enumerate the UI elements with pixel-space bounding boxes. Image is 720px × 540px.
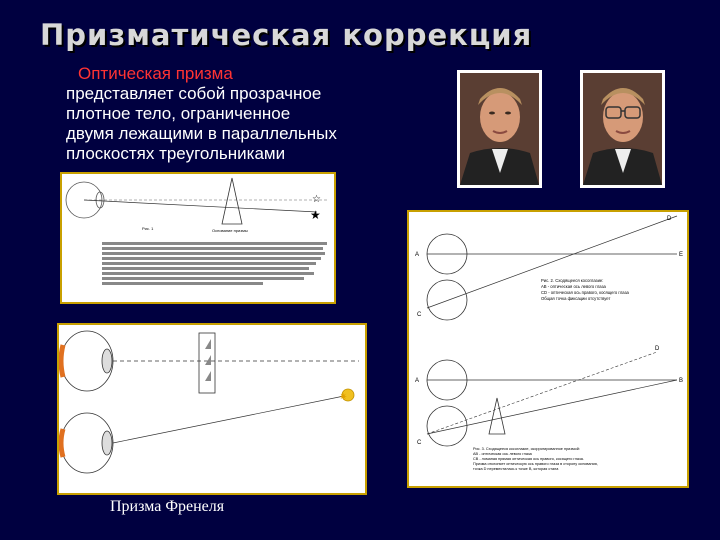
label-a: A <box>415 252 420 258</box>
diagram-note-text <box>102 240 332 287</box>
legend1-line: Общая точка фиксации отсутствует <box>541 296 611 301</box>
label-e: E <box>679 252 684 258</box>
fresnel-caption: Призма Френеля <box>110 498 225 515</box>
prism-ray-diagram <box>60 172 336 304</box>
label-a: A <box>415 378 420 384</box>
intro-line: плоскостях треугольниками <box>66 144 286 163</box>
legend2-line: Рис. 3. Сходящееся косоглазие, скорригированное призмой: <box>473 447 580 451</box>
svg-text:★: ★ <box>310 208 321 222</box>
legend2-line: точка D переместилась к точке В, которая стала <box>473 467 559 471</box>
legend2-line: AB - оптическая ось левого глаза <box>473 452 532 456</box>
legend2-line: Призма отклоняет оптическую ось правого глаза в сторону основания, <box>473 462 598 466</box>
label-d: D <box>655 346 660 352</box>
label-d: D <box>667 216 672 222</box>
prism-label: Основание призмы <box>212 228 248 233</box>
portrait-image <box>583 73 662 185</box>
intro-line: плотное тело, ограниченное <box>66 104 291 123</box>
intro-line: представляет собой прозрачное <box>66 84 322 103</box>
fig-label: Рис. 1 <box>142 226 154 231</box>
label-b: B <box>679 378 684 384</box>
legend2-line: CB - ломаная прямая оптическая ось правого, косящего глаза. <box>473 457 584 461</box>
legend1-line: CD - оптическая ось правого, косящего глаза <box>541 290 629 295</box>
svg-text:☆: ☆ <box>312 194 321 205</box>
portrait-photo-with-glasses <box>580 70 665 188</box>
portrait-photo-without-glasses <box>457 70 542 188</box>
label-c: C <box>417 440 422 446</box>
slide-title: Призматическая коррекция <box>40 18 533 52</box>
svg-text:✷: ✷ <box>339 392 348 403</box>
legend1-line: AB - оптическая ось левого глаза <box>541 284 606 289</box>
intro-lead: Оптическая призма <box>78 64 233 83</box>
portrait-image <box>460 73 539 185</box>
strabismus-diagram <box>407 210 689 488</box>
legend1-line: Рис. 2. Сходящееся косоглазие: <box>541 278 604 283</box>
strabismus-svg <box>409 212 687 486</box>
intro-line: двумя лежащими в параллельных <box>66 124 337 143</box>
intro-text <box>66 64 406 164</box>
label-c: C <box>417 312 422 318</box>
fresnel-svg <box>59 325 365 493</box>
fresnel-prism-diagram <box>57 323 367 495</box>
